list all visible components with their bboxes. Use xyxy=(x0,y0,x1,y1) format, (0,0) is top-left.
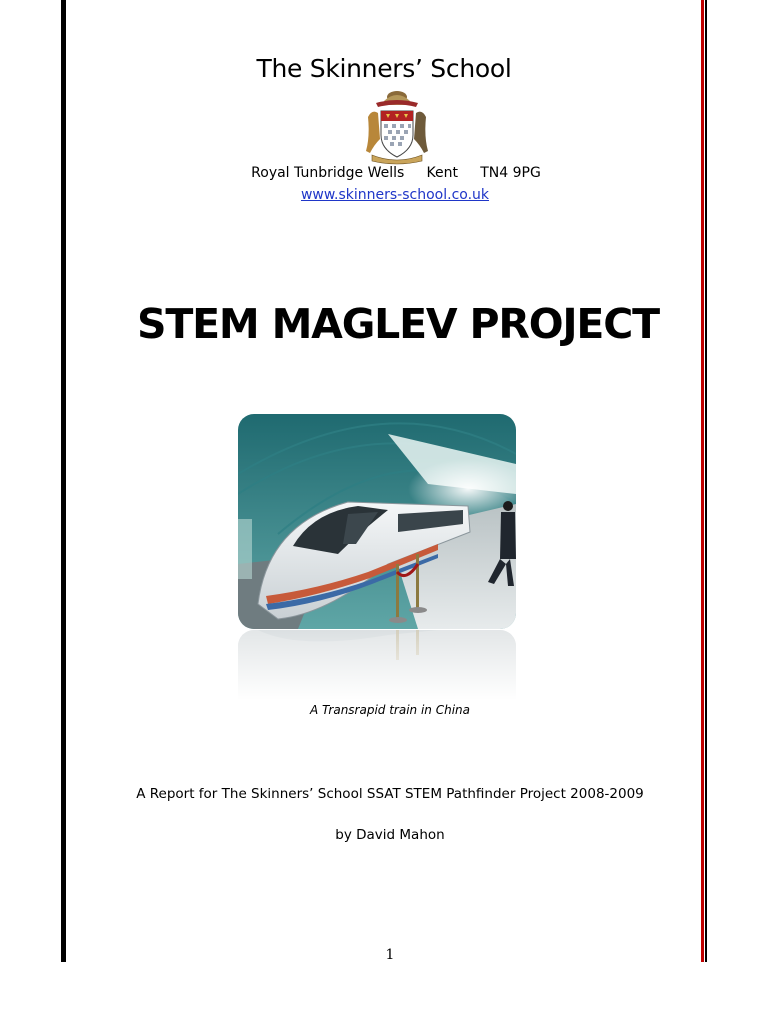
report-description: A Report for The Skinners’ School SSAT STEM Pathfinder Project 2008-2009 xyxy=(136,786,644,802)
report-author: by David Mahon xyxy=(335,827,445,843)
school-crest-icon xyxy=(364,87,430,165)
school-name: The Skinners’ School xyxy=(256,54,512,83)
right-page-border-red xyxy=(701,0,704,962)
school-website-link[interactable]: www.skinners-school.co.uk xyxy=(300,187,490,203)
document-title: STEM MAGLEV PROJECT xyxy=(137,300,659,348)
photo-reflection xyxy=(238,630,516,700)
school-address: Royal Tunbridge Wells Kent TN4 9PG xyxy=(251,165,541,181)
page-number: 1 xyxy=(385,947,395,963)
photo-caption: A Transrapid train in China xyxy=(309,703,470,717)
left-page-border xyxy=(61,0,66,962)
right-page-border-black xyxy=(705,0,707,962)
maglev-train-photo xyxy=(238,414,516,629)
